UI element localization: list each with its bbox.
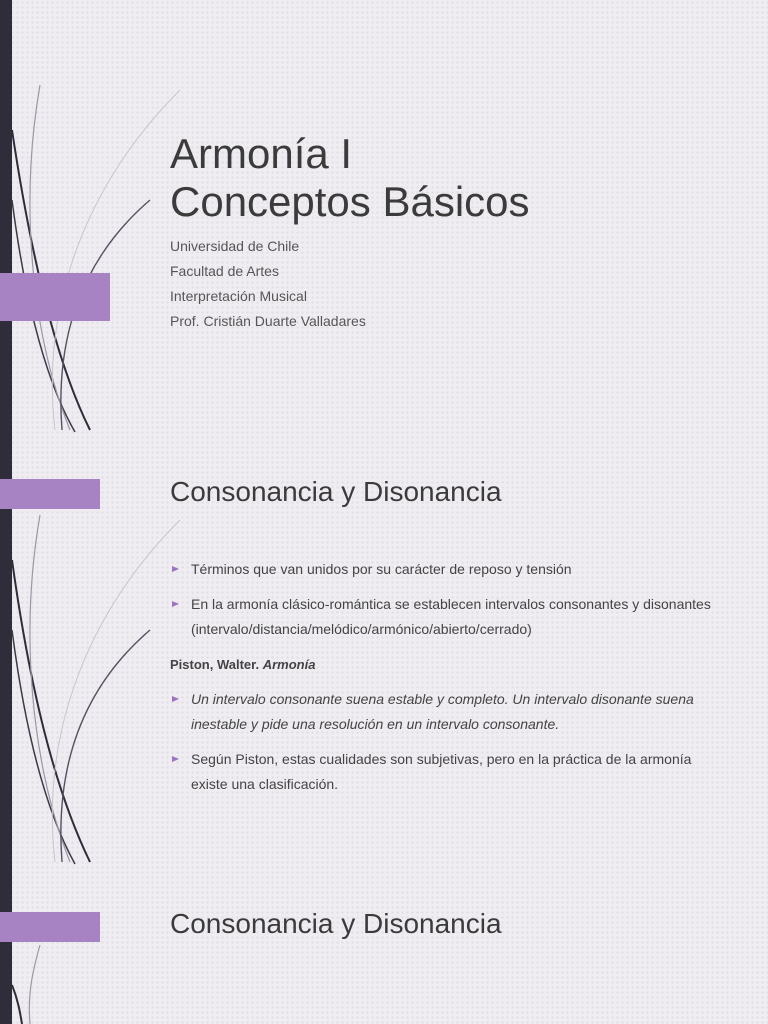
slide2-title: Consonancia y Disonancia (170, 476, 502, 507)
slide2-accent-tag (0, 479, 100, 509)
author-name: Piston, Walter. (170, 657, 260, 672)
presentation-title (170, 130, 530, 226)
title-accent-tag (0, 273, 110, 321)
slide2-bullets (170, 557, 715, 807)
arrow-bullet-icon (172, 601, 179, 607)
author-citation (170, 652, 715, 677)
title-line-2: Conceptos Básicos (170, 178, 530, 225)
bullet-item: Según Piston, estas cualidades son subjetivas, pero en la práctica de la armonía existe una clasificación. (170, 747, 715, 797)
bullet-item: Un intervalo consonante suena estable y completo. Un intervalo disonante suena inestable y pide una resolución en un intervalo consonante. (170, 687, 715, 737)
slide3-title: Consonancia y Disonancia (170, 908, 502, 939)
bullet-item: En la armonía clásico-romántica se establecen intervalos consonantes y disonantes (intervalo/distancia/melódico/armónico/abierto/cerrado) (170, 592, 715, 642)
arrow-bullet-icon (172, 696, 179, 702)
title-line-1: Armonía I (170, 130, 353, 177)
slide3-accent-tag (0, 912, 100, 942)
arrow-bullet-icon (172, 756, 179, 762)
university-line: Universidad de Chile (170, 238, 300, 254)
subtitle-block (170, 234, 366, 334)
work-title: Armonía (262, 657, 316, 672)
professor-line: Prof. Cristián Duarte Valladares (170, 313, 366, 329)
faculty-line: Facultad de Artes (170, 263, 279, 279)
program-line: Interpretación Musical (170, 288, 307, 304)
arrow-bullet-icon (172, 566, 179, 572)
bullet-item: Términos que van unidos por su carácter de reposo y tensión (170, 557, 715, 582)
